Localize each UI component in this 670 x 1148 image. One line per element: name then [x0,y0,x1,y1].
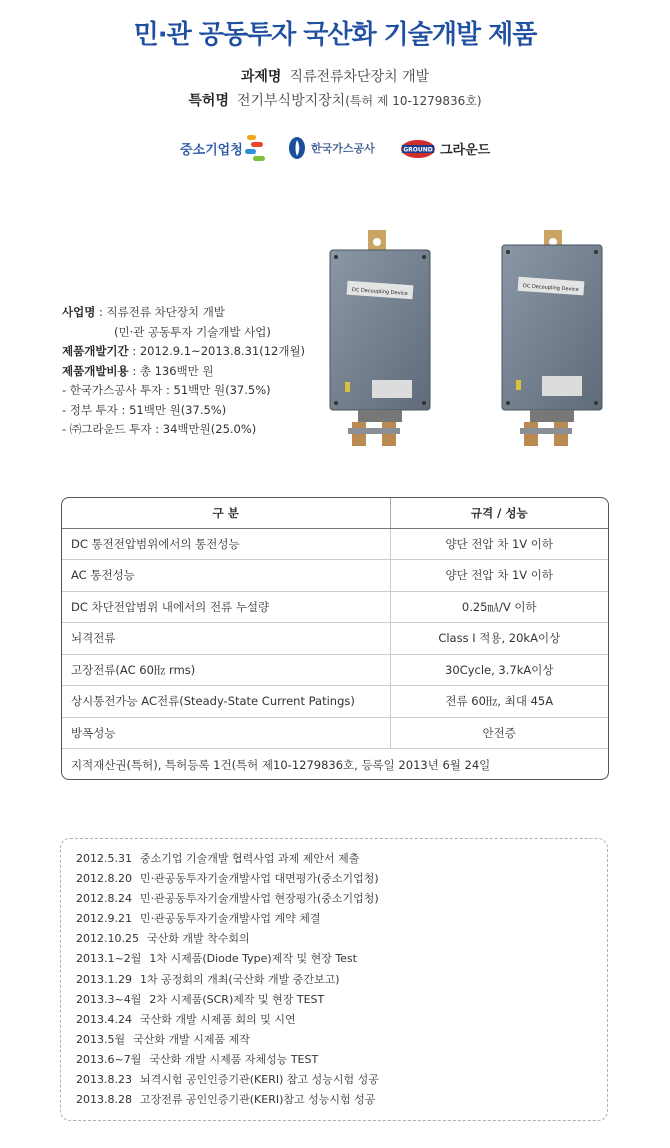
table-row [62,560,608,592]
ip-footer: 지적재산권(특허), 특허등록 1건(특허 제10-1279836호, 등록일 2013년 6월 24일 [71,757,491,772]
history-text: 민·관공동투자기술개발사업 계약 체결 [139,912,321,926]
period-row [62,342,332,362]
patent-number: (특허 제 10-1279836호) [345,94,482,108]
history-text: 국산화 개발 시제품 회의 및 시연 [139,1012,296,1026]
page-title: 민·관 공동투자 국산화 기술개발 제품 [133,20,537,50]
period-value: : 2012.9.1~2013.8.31(12개월) [132,344,306,358]
table-footer-row [62,749,608,781]
ground-logo-text: 그라운드 [440,142,491,158]
sme-logo-text: 중소기업청 [180,142,243,158]
row-item: 방폭성능 [62,717,390,749]
history-text: 국산화 개발 시제품 제작 [133,1032,250,1046]
ground-logo [400,130,490,166]
history-date: 2012.8.20 [76,872,132,886]
row-item: DC 통전전압범위에서의 통전성능 [62,528,390,560]
device-plate-label-2: DC Decoupling Device [522,283,579,294]
table-row [62,623,608,655]
history-date: 2012.5.31 [76,852,132,865]
business-name-row [62,303,332,323]
row-spec: 안전증 [390,717,608,749]
history-date: 2013.3~4월 [76,992,142,1006]
ground-swoosh-icon [400,136,436,160]
row-item: DC 차단전압범위 내에서의 전류 누설량 [62,591,390,623]
table-row [62,717,608,749]
patent-name-label: 특허명 [188,93,229,109]
row-spec: 전류 60㎐, 최대 45A [390,686,608,718]
list-item [76,929,379,949]
row-spec: 양단 전압 차 1V 이하 [390,560,608,592]
project-name-line [0,66,670,86]
funding-kogas: - 한국가스공사 투자 : 51백만 원(37.5%) [62,383,271,397]
row-item: AC 통전성능 [62,560,390,592]
device-photos [320,230,620,460]
list-item [76,949,379,969]
flame-icon [288,136,306,160]
table-row [62,528,608,560]
period-label: 제품개발기간 [62,344,129,358]
business-value: : 직류전류 차단장치 개발 [98,305,225,319]
sme-emblem-icon [243,133,269,163]
business-label: 사업명 [62,305,96,319]
business-sub: (민·관 공동투자 기술개발 사업) [114,324,271,339]
device-front-view [330,230,430,446]
history-date: 2012.10.25 [76,932,139,946]
list-item [76,1050,379,1070]
table-row [62,654,608,686]
row-item: 상시통전가능 AC전류(Steady-State Current Patings) [62,686,390,718]
table-row [62,591,608,623]
list-item [76,889,379,909]
list-item [76,1010,379,1030]
patent-name-line [0,90,670,110]
list-item [76,970,379,990]
spec-table [61,497,609,780]
table-row [62,686,608,718]
list-item [76,990,379,1010]
list-item [76,909,379,929]
funding-ground: - ㈜그라운드 투자 : 34백만원(25.0%) [62,422,257,436]
list-item [76,849,379,869]
col-category-header: 구 분 [62,498,390,528]
list-item [76,1030,379,1050]
history-text: 민·관공동투자기술개발사업 대면평가(중소기업청) [139,872,379,886]
history-text: 2차 시제품(SCR)제작 및 현장 TEST [149,992,325,1006]
decoupling-device-image [320,230,620,460]
row-item: 고장전류(AC 60㎐ rms) [62,654,390,686]
funding-government: - 정부 투자 : 51백만 원(37.5%) [62,402,227,417]
history-text: 1차 시제품(Diode Type)제작 및 현장 Test [149,952,357,966]
partner-logos [0,130,670,166]
row-spec: 양단 전압 차 1V 이하 [390,528,608,560]
history-date: 2013.8.28 [76,1093,132,1107]
kogas-logo [288,130,375,166]
history-text: 뇌격시험 공인인증기관(KERI) 참고 성능시험 성공 [139,1073,379,1087]
history-text: 국산화 개발 시제품 자체성능 TEST [149,1052,319,1066]
history-date: 2013.6~7월 [76,1052,142,1066]
row-spec: 30Cycle, 3.7kA이상 [390,654,608,686]
history-text: 민·관공동투자기술개발사업 현장평가(중소기업청) [139,892,379,906]
list-item [76,1090,379,1110]
row-spec: 0.25㎃/V 이하 [390,591,608,623]
list-item [76,869,379,889]
history-date: 2013.8.23 [76,1073,132,1087]
sme-agency-logo [180,130,269,166]
col-spec-header: 규격 / 성능 [390,498,608,528]
cost-value: : 총 136백만 원 [132,363,214,378]
history-date: 2013.1~2월 [76,952,142,966]
table-header-row [62,498,608,528]
ground-badge-text: GROUND [403,146,433,154]
history-date: 2012.8.24 [76,892,132,906]
list-item [76,1070,379,1090]
history-date: 2013.5월 [76,1032,126,1046]
kogas-logo-text: 한국가스공사 [311,142,375,155]
cost-row [62,362,332,382]
device-plate-label: DC Decoupling Device [351,287,408,297]
patent-name-value: 전기부식방지장치 [236,93,346,109]
project-info [62,303,332,440]
project-name-label: 과제명 [240,69,282,85]
history-date: 2013.4.24 [76,1012,132,1026]
history-text: 고장전류 공인인증기관(KERI)참고 성능시험 성공 [139,1093,376,1107]
device-angled-view [502,230,602,446]
project-name-value: 직류전류차단장치 개발 [289,69,430,85]
history-text: 중소기업 기술개발 협력사업 과제 제안서 제출 [139,852,360,865]
cost-label: 제품개발비용 [62,363,129,378]
row-item: 뇌격전류 [62,623,390,655]
row-spec: Class I 적용, 20kA이상 [390,623,608,655]
history-text: 1차 공정회의 개최(국산화 개발 중간보고) [139,972,340,986]
history-date: 2012.9.21 [76,912,132,926]
history-date: 2013.1.29 [76,972,132,986]
history-text: 국산화 개발 착수회의 [146,932,250,946]
development-history [60,838,608,1121]
